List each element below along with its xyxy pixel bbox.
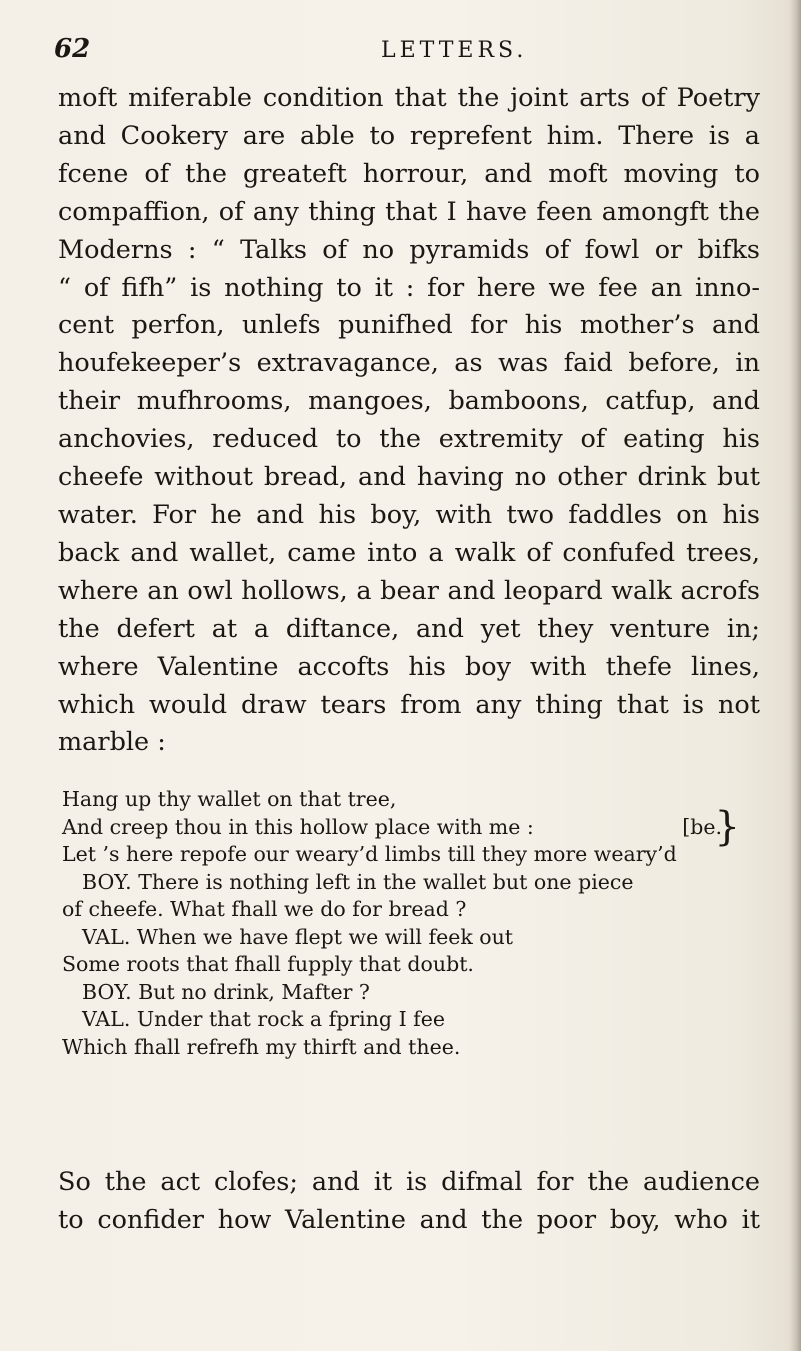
prose-line: where Valentine accofts his boy with thefe lines, <box>58 651 760 682</box>
verse-line: Let ’s here repofe our weary’d limbs till they more weary’d <box>62 842 677 866</box>
prose-line: “ of fifh” is nothing to it : for here we fee an inno- <box>58 272 760 303</box>
speaker-name: VAL. <box>82 924 131 949</box>
dialogue-line <box>62 979 752 1007</box>
dialogue-line <box>62 869 752 897</box>
speech-text: But no drink, Mafter ? <box>138 979 370 1004</box>
dialogue-line <box>62 924 752 952</box>
prose-line: houfekeeper’s extravagance, as was faid before, in <box>58 348 760 379</box>
verse-line: Hang up thy wallet on that tree, <box>62 787 397 811</box>
speech-text: When we have flept we will feek out <box>136 924 514 949</box>
dialogue-continuation: Which fhall refrefh my thirft and thee. <box>62 1034 461 1059</box>
prose-line: and Cookery are able to reprefent him. There is a <box>58 120 760 151</box>
verse-block <box>62 786 752 1061</box>
speaker-name: BOY. <box>82 979 132 1004</box>
prose-line: So the act clofes; and it is difmal for the audience <box>58 1167 760 1197</box>
verse-brace: } <box>714 804 740 850</box>
page-header <box>54 34 754 68</box>
speaker-name: BOY. <box>82 869 132 894</box>
prose-line: compaffion, of any thing that I have feen amongft the <box>58 196 760 227</box>
verse-line: And creep thou in this hollow place with me : <box>62 814 534 839</box>
page-edge-shadow <box>789 0 801 1351</box>
prose-line: the defert at a diftance, and yet they venture in; <box>58 613 760 644</box>
dialogue-continuation: Some roots that fhall fupply that doubt. <box>62 952 474 976</box>
prose-line: to confider how Valentine and the poor boy, who it <box>58 1205 760 1235</box>
speech-text: Under that rock a fpring I fee <box>136 1007 446 1031</box>
verse-line-row <box>62 814 752 842</box>
prose-line: which would draw tears from any thing that is not <box>58 689 760 720</box>
prose-line: anchovies, reduced to the extremity of eating his <box>58 424 760 455</box>
prose-line: cheefe without bread, and having no other drink but <box>58 462 760 493</box>
page-number: 62 <box>54 34 91 64</box>
prose-line: moft miferable condition that the joint arts of Poetry <box>58 83 760 113</box>
dialogue-line <box>62 1006 752 1034</box>
prose-line: marble : <box>58 727 166 758</box>
prose-paragraph <box>58 80 760 762</box>
dialogue-continuation: of cheefe. What fhall we do for bread ? <box>62 897 467 921</box>
prose-line: where an owl hollows, a bear and leopard walk acrofs <box>58 575 760 606</box>
prose-line: back and wallet, came into a walk of confufed trees, <box>58 537 760 568</box>
closing-paragraph <box>58 1163 760 1239</box>
running-head: LETTERS. <box>381 38 528 63</box>
prose-line: fcene of the greateft horrour, and moft moving to <box>58 158 760 189</box>
verse-overflow-word: [be. <box>682 814 722 839</box>
prose-line: water. For he and his boy, with two faddles on his <box>58 499 760 530</box>
speaker-name: VAL. <box>82 1007 131 1031</box>
speech-text: There is nothing left in the wallet but one piece <box>138 869 634 894</box>
prose-line: their mufhrooms, mangoes, bamboons, catfup, and <box>58 386 760 417</box>
prose-line: cent perfon, unlefs punifhed for his mother’s and <box>58 310 760 341</box>
prose-line: Moderns : “ Talks of no pyramids of fowl or bifks <box>58 234 760 265</box>
